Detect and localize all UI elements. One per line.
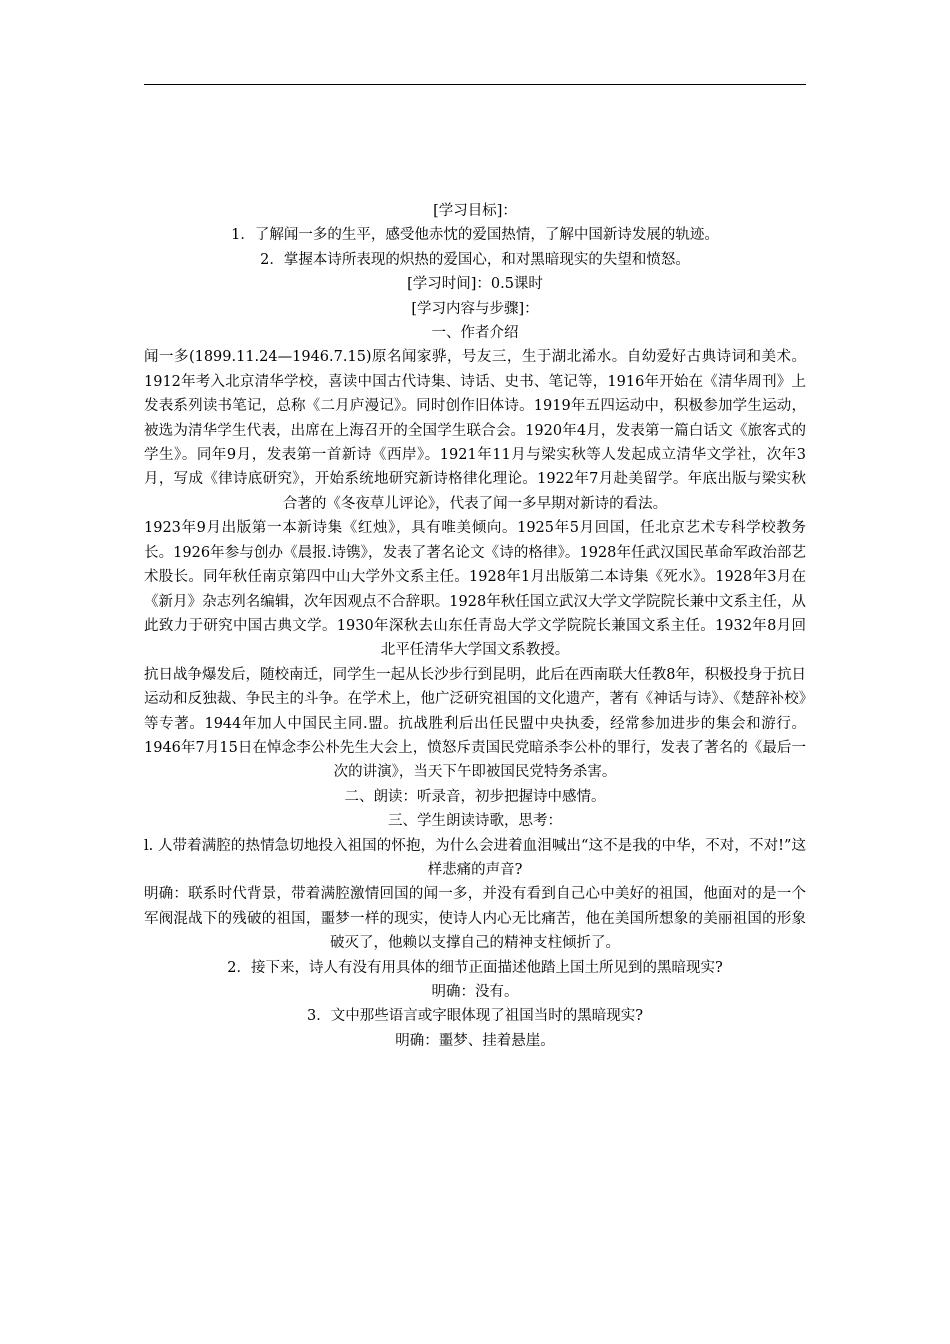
header-rule: [144, 84, 806, 85]
answer-2: 明确：没有。: [431, 984, 519, 1000]
question-2: 2．接下来，诗人有没有用具体的细节正面描述他踏上国土所见到的黑暗现实?: [227, 959, 723, 976]
learning-goals-heading: [学习目标]：: [433, 203, 517, 219]
learning-steps-heading: [学习内容与步骤]：: [411, 300, 539, 317]
answer-3: 明确：噩梦、挂着悬崖。: [395, 1032, 555, 1049]
section-author-heading: 一、作者介绍: [431, 325, 519, 342]
learning-time: [学习时间]：0.5课时: [407, 276, 543, 293]
learning-goal-2: 2．掌握本诗所表现的炽热的爱国心，和对黑暗现实的失望和愤怒。: [260, 251, 690, 268]
question-1: l. 人带着满腔的热情急切地投入祖国的怀抱，为什么会进着血泪喊出“这不是我的中华，不对，不对!”这样悲痛的声音?: [144, 837, 806, 878]
question-3: 3．文中那些语言或字眼体现了祖国当时的黑暗现实?: [307, 1008, 643, 1025]
author-bio-paragraph-1: 闻一多(1899.11.24—1946.7.15)原名闻家骅，号友三，生于湖北浠水。自幼爱好古典诗词和美术。1912年考入北京清华学校，喜读中国古代诗集、诗话、史书、笔记等，1916年开始在《清华周刊》上发表系列读书笔记，总称《二月庐漫记》。同时创作旧体诗。1919年五四运动中，积极参加学生运动，被选为清华学生代表，出席在上海召开的全国学生联合会。1920年4月，发表第一篇白话文《旅客式的学生》。同年9月，发表第一首新诗《西岸》。1921年11月与梁实秋等人发起成立清华文学社，次年3月，写成《律诗底研究》，开始系统地研究新诗格律化理论。1922年7月赴美留学。年底出版与梁实秋合著的《冬夜草儿评论》，代表了闻一多早期对新诗的看法。: [144, 349, 806, 512]
section-reading-heading: 二、朗读：听录音，初步把握诗中感情。: [344, 788, 606, 805]
document-body: [144, 199, 806, 1053]
author-bio-paragraph-3: 抗日战争爆发后，随校南迁，同学生一起从长沙步行到昆明，此后在西南联大任教8年，积极投身于抗日运动和反独裁、争民主的斗争。在学术上，他广泛研究祖国的文化遗产，著有《神话与诗》、《楚辞补校》等专著。1944年加人中国民主同.盟。抗战胜利后出任民盟中央执委，经常参加进步的集会和游行。1946年7月15日在悼念李公朴先生大会上，愤怒斥责国民党暗杀李公朴的罪行，发表了著名的《最后一次的讲演》，当天下午即被国民党特务杀害。: [144, 666, 806, 781]
answer-1: 明确：联系时代背景，带着满腔激情回国的闻一多，并没有看到自己心中美好的祖国，他面对的是一个军阀混战下的残破的祖国，噩梦一样的现实，使诗人内心无比痛苦，他在美国所想象的美丽祖国的形象破灭了，他赖以支撑自己的精神支柱倾折了。: [144, 886, 806, 952]
author-bio-paragraph-2: 1923年9月出版第一本新诗集《红烛》，具有唯美倾向。1925年5月回国，任北京艺术专科学校教务长。1926年参与创办《晨报.诗镌》，发表了著名论文《诗的格律》。1928年任武汉国民革命军政治部艺术股长。同年秋任南京第四中山大学外文系主任。1928年1月出版第二本诗集《死水》。1928年3月在《新月》杂志列名编辑，次年因观点不合辞职。1928年秋任国立武汉大学文学院院长兼中文系主任，从此致力于研究中国古典文学。1930年深秋去山东任青岛大学文学院院长兼国文系主任。1932年8月回北平任清华大学国文系教授。: [144, 520, 806, 659]
learning-goal-1: 1．了解闻一多的生平，感受他赤忱的爱国热情，了解中国新诗发展的轨迹。: [231, 227, 719, 244]
section-questions-heading: 三、学生朗读诗歌，思考：: [388, 813, 562, 830]
